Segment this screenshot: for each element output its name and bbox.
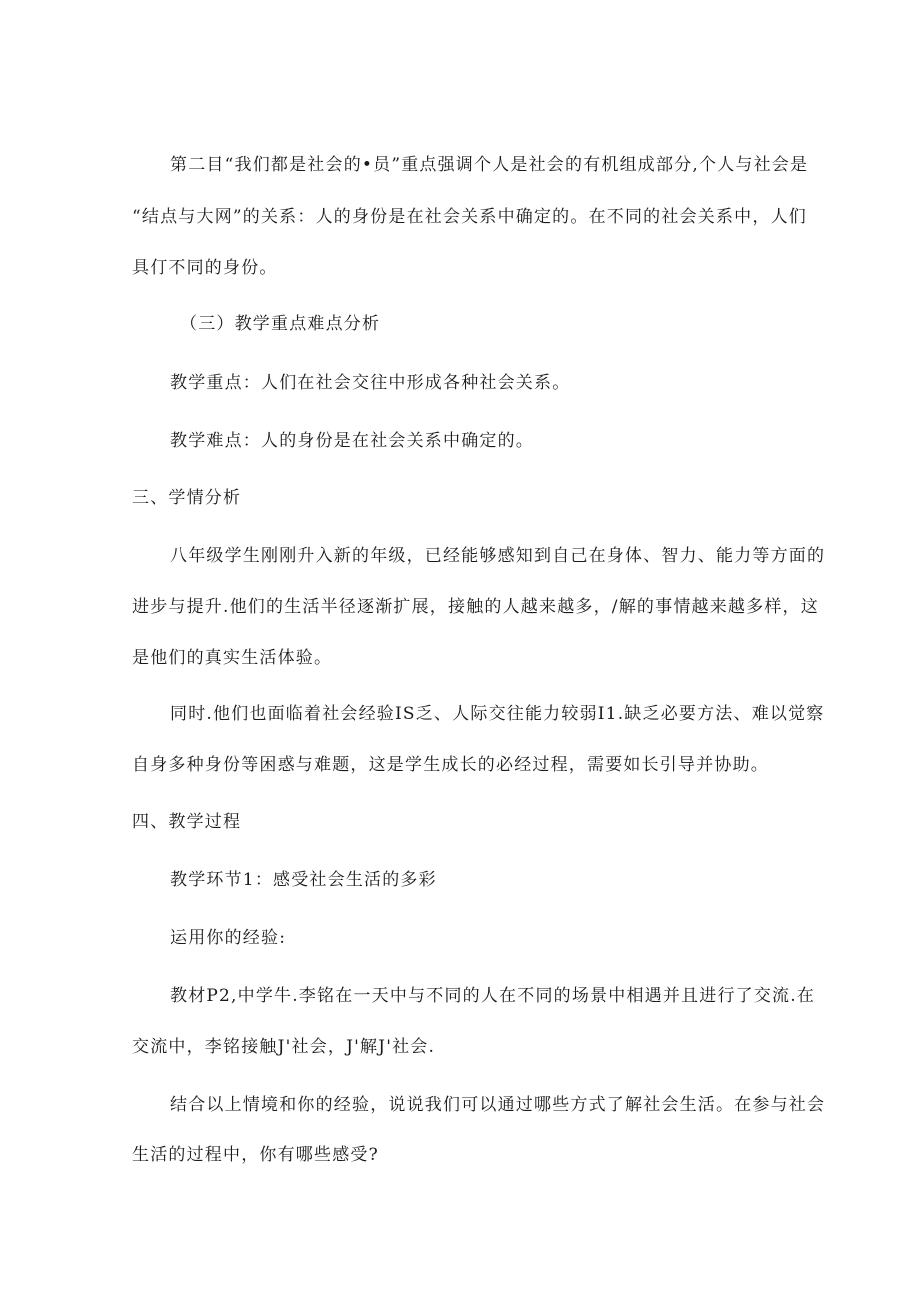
paragraph-line: 八年级学生刚刚升入新的年级，已经能够感知到自己在身体、智力、能力等方面的	[170, 546, 826, 566]
paragraph-line: 教学重点：人们在社会交往中形成各种社会关系。	[170, 373, 571, 393]
paragraph-line: 结合以上情境和你的经验，说说我们可以通过哪些方式了解社会生活。在参与社会	[170, 1095, 826, 1115]
paragraph-line: 生活的过程中，你有哪些感受?	[132, 1145, 379, 1165]
paragraph-line: 教学难点：人的身份是在社会关系中确定的。	[170, 431, 534, 451]
paragraph-line: 具仃不同的身份。	[132, 258, 278, 278]
section-heading: 三、学情分析	[132, 488, 242, 508]
paragraph-line: 自身多种身份等困惑与难题，这是学生成长的必经过程，需要如长引导并协助。	[132, 755, 769, 775]
paragraph-line: 同时.他们也面临着社会经验IS乏、人际交往能力较弱I1.缺乏必要方法、难以觉察	[170, 704, 825, 724]
paragraph-line: 交流中，李铭接触J'社会，J'解J'社会.	[132, 1037, 436, 1057]
paragraph-line: 是他们的真实生活体验。	[132, 648, 333, 668]
paragraph-line: “结点与大网”的关系：人的身份是在社会关系中确定的。在不同的社会关系中，人们	[132, 207, 807, 227]
paragraph-line: 第二目“我们都是社会的•员”重点强调个人是社会的有机组成部分,个人与社会是	[170, 155, 809, 175]
paragraph-line: 教材P2,中学牛.李铭在一天中与不同的人在不同的场景中相遇并且进行了交流.在	[170, 986, 816, 1006]
paragraph-line: 教学环节1：感受社会生活的多彩	[170, 870, 437, 890]
paragraph-line: 进步与提升.他们的生活半径逐渐扩展，接触的人越来越多，/解的事情越来越多样，这	[132, 597, 819, 617]
paragraph-line: 运用你的经验:	[170, 928, 287, 948]
section-heading: 四、教学过程	[132, 812, 242, 832]
section-subheading: （三）教学重点难点分析	[180, 314, 381, 334]
